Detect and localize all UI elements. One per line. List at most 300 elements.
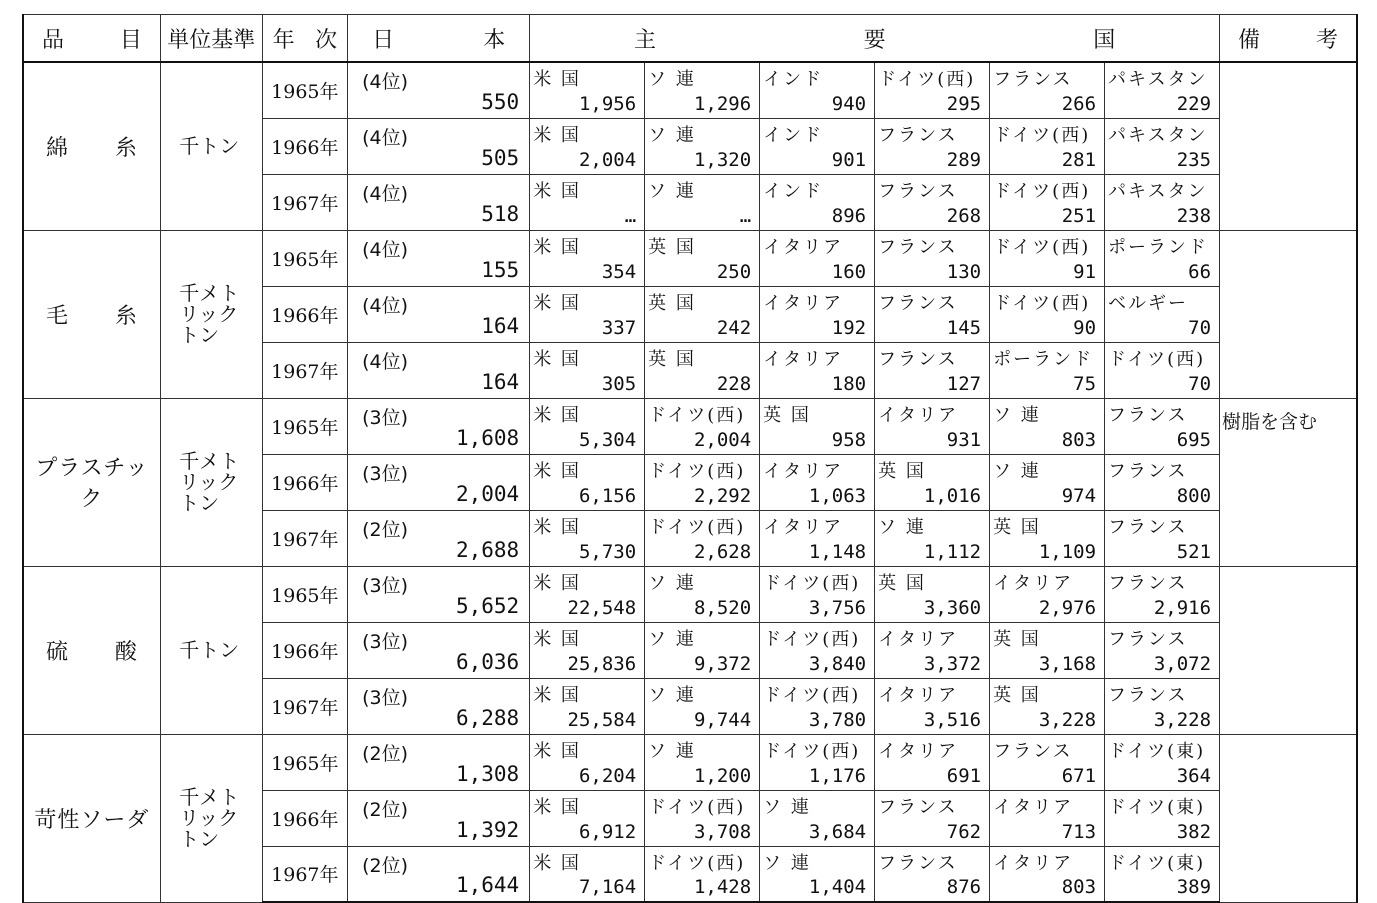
country-value: 364 <box>1176 764 1212 787</box>
japan-rank: (3位) <box>362 462 408 485</box>
country-name: ドイツ(西) <box>763 740 861 762</box>
header-note: 備 考 <box>1220 15 1357 63</box>
country-name: ドイツ(西) <box>648 516 746 538</box>
country-name: ドイツ(西) <box>993 124 1091 146</box>
country-name: ドイツ(西) <box>993 292 1091 314</box>
year-cell: 1967年 <box>262 678 347 734</box>
japan-cell <box>348 622 530 678</box>
country-value: 896 <box>831 204 867 227</box>
country-name: インド <box>763 69 824 90</box>
country-cell <box>760 398 875 454</box>
country-name: 米 国 <box>533 236 581 258</box>
country-cell <box>530 118 645 174</box>
country-value: 3,756 <box>808 596 867 619</box>
country-cell <box>1105 622 1220 678</box>
country-value: 1,200 <box>693 764 752 787</box>
country-value: … <box>739 204 752 227</box>
country-value: 3,840 <box>808 652 867 675</box>
country-name: 米 国 <box>533 852 581 874</box>
country-name: イタリア <box>878 404 959 426</box>
country-value: 91 <box>1073 260 1097 283</box>
japan-value: 2,004 <box>455 481 520 506</box>
country-cell <box>990 734 1105 790</box>
japan-cell <box>348 510 530 566</box>
japan-rank: (3位) <box>362 406 408 429</box>
country-cell <box>875 62 990 118</box>
country-value: 1,956 <box>578 92 637 115</box>
country-value: 389 <box>1176 876 1212 898</box>
country-value: 66 <box>1188 260 1212 283</box>
country-cell <box>530 342 645 398</box>
country-cell <box>760 622 875 678</box>
table-row <box>23 62 1357 118</box>
country-value: 713 <box>1061 820 1097 843</box>
country-name: ソ 連 <box>648 628 696 650</box>
country-value: 2,004 <box>578 148 637 171</box>
country-name: ドイツ(東) <box>1108 852 1206 874</box>
country-name: ドイツ(西) <box>993 236 1091 258</box>
country-cell <box>760 62 875 118</box>
year-cell: 1965年 <box>262 230 347 286</box>
country-value: 3,168 <box>1038 652 1097 675</box>
country-name: フランス <box>1108 516 1188 538</box>
japan-value: 550 <box>481 89 520 114</box>
country-name: イタリア <box>763 516 844 538</box>
country-value: 228 <box>716 372 752 395</box>
country-cell <box>645 790 760 846</box>
country-cell <box>875 734 990 790</box>
country-value: 1,296 <box>693 92 752 115</box>
country-cell <box>530 790 645 846</box>
country-cell <box>875 566 990 622</box>
item-name: 毛 糸 <box>23 230 160 398</box>
country-cell <box>760 230 875 286</box>
country-name: ソ 連 <box>648 684 696 706</box>
country-cell <box>760 846 875 902</box>
year-cell: 1965年 <box>262 566 347 622</box>
country-cell <box>1105 566 1220 622</box>
country-name: 米 国 <box>533 628 581 650</box>
country-value: 1,176 <box>808 764 867 787</box>
country-name: ソ 連 <box>648 180 696 202</box>
country-cell <box>875 846 990 902</box>
country-cell <box>760 790 875 846</box>
country-value: 1,320 <box>693 148 752 171</box>
year-cell: 1967年 <box>262 174 347 230</box>
country-name: ドイツ(西) <box>878 69 976 90</box>
country-cell <box>760 510 875 566</box>
country-name: 英 国 <box>648 236 696 258</box>
country-cell <box>645 118 760 174</box>
country-name: ソ 連 <box>993 460 1041 482</box>
country-cell <box>990 510 1105 566</box>
country-value: 1,112 <box>923 540 982 563</box>
country-name: ドイツ(西) <box>763 572 861 594</box>
country-name: イタリア <box>763 292 844 314</box>
country-name: 英 国 <box>648 292 696 314</box>
note-cell <box>1220 566 1357 734</box>
country-cell <box>645 174 760 230</box>
country-value: 5,304 <box>578 428 637 451</box>
country-cell <box>990 622 1105 678</box>
country-cell <box>875 510 990 566</box>
country-value: 2,004 <box>693 428 752 451</box>
country-cell <box>645 454 760 510</box>
country-value: 3,360 <box>923 596 982 619</box>
country-cell <box>530 398 645 454</box>
country-value: 3,708 <box>693 820 752 843</box>
year-cell: 1965年 <box>262 734 347 790</box>
country-value: 940 <box>831 92 867 115</box>
country-value: 3,228 <box>1153 708 1212 731</box>
country-name: フランス <box>878 180 958 202</box>
country-cell <box>875 398 990 454</box>
country-name: イタリア <box>878 740 959 762</box>
country-cell <box>875 230 990 286</box>
country-cell <box>645 678 760 734</box>
country-name: 米 国 <box>533 292 581 314</box>
country-value: 25,584 <box>567 708 637 731</box>
country-cell <box>875 286 990 342</box>
japan-cell <box>348 454 530 510</box>
japan-cell <box>348 566 530 622</box>
country-name: フランス <box>1108 460 1188 482</box>
country-name: イタリア <box>993 572 1074 594</box>
country-name: ポーランド <box>993 348 1094 370</box>
country-value: 1,016 <box>923 484 982 507</box>
country-cell <box>530 62 645 118</box>
country-cell <box>645 566 760 622</box>
note-cell <box>1220 734 1357 902</box>
japan-value: 518 <box>481 201 520 226</box>
country-cell <box>875 118 990 174</box>
japan-rank: (3位) <box>362 574 408 597</box>
header-japan: 日 本 <box>348 15 530 63</box>
country-name: 英 国 <box>993 516 1041 538</box>
country-value: 8,520 <box>693 596 752 619</box>
country-name: 英 国 <box>993 684 1041 706</box>
country-name: 米 国 <box>533 69 581 90</box>
note-cell <box>1220 230 1357 398</box>
country-value: 180 <box>831 372 867 395</box>
note-cell <box>1220 62 1357 230</box>
country-cell <box>990 174 1105 230</box>
japan-value: 505 <box>481 145 520 170</box>
country-name: ドイツ(西) <box>648 852 746 874</box>
country-value: 251 <box>1061 204 1097 227</box>
country-value: 75 <box>1073 372 1097 395</box>
country-cell <box>760 566 875 622</box>
japan-value: 5,652 <box>455 593 520 618</box>
country-name: ドイツ(東) <box>1108 796 1206 818</box>
country-cell <box>645 510 760 566</box>
country-cell <box>760 454 875 510</box>
country-name: ドイツ(西) <box>648 404 746 426</box>
country-value: 145 <box>946 316 982 339</box>
country-cell <box>645 734 760 790</box>
unit-basis: 千トン <box>160 62 262 230</box>
japan-cell <box>348 62 530 118</box>
country-value: 22,548 <box>567 596 637 619</box>
country-name: 米 国 <box>533 684 581 706</box>
japan-value: 1,308 <box>455 761 520 786</box>
country-value: 3,372 <box>923 652 982 675</box>
country-cell <box>530 846 645 902</box>
country-value: 90 <box>1073 316 1097 339</box>
country-name: イタリア <box>993 852 1074 874</box>
country-cell <box>760 342 875 398</box>
japan-cell <box>348 734 530 790</box>
country-value: 6,912 <box>578 820 637 843</box>
country-name: パキスタン <box>1108 69 1208 90</box>
country-cell <box>530 510 645 566</box>
country-name: フランス <box>1108 684 1188 706</box>
header-main-countries: 主 要 国 <box>530 15 1220 63</box>
country-name: イタリア <box>878 628 959 650</box>
country-cell <box>875 678 990 734</box>
country-cell <box>1105 454 1220 510</box>
country-name: フランス <box>878 796 958 818</box>
country-value: 521 <box>1176 540 1212 563</box>
country-name: ソ 連 <box>648 740 696 762</box>
table-body <box>23 62 1357 902</box>
country-value: 695 <box>1176 428 1212 451</box>
country-cell <box>760 286 875 342</box>
country-name: 米 国 <box>533 516 581 538</box>
country-cell <box>530 286 645 342</box>
japan-rank: (4位) <box>362 126 408 149</box>
country-name: ソ 連 <box>993 404 1041 426</box>
japan-value: 6,036 <box>455 649 520 674</box>
country-name: イタリア <box>763 460 844 482</box>
country-name: ドイツ(西) <box>648 796 746 818</box>
country-value: 800 <box>1176 484 1212 507</box>
unit-basis: 千メト リック トン <box>160 230 262 398</box>
country-name: インド <box>763 124 824 146</box>
country-cell <box>645 230 760 286</box>
country-name: フランス <box>878 348 958 370</box>
country-name: 米 国 <box>533 180 581 202</box>
country-cell <box>1105 286 1220 342</box>
country-cell <box>1105 118 1220 174</box>
country-value: 803 <box>1061 428 1097 451</box>
country-value: 931 <box>946 428 982 451</box>
country-value: 6,156 <box>578 484 637 507</box>
japan-rank: (2位) <box>362 854 408 877</box>
japan-value: 1,608 <box>455 425 520 450</box>
country-name: 英 国 <box>878 572 926 594</box>
japan-rank: (4位) <box>362 350 408 373</box>
japan-value: 155 <box>481 257 520 282</box>
country-value: 266 <box>1061 92 1097 115</box>
country-name: 米 国 <box>533 740 581 762</box>
country-name: フランス <box>993 69 1073 90</box>
country-name: 米 国 <box>533 124 581 146</box>
country-name: ドイツ(西) <box>763 628 861 650</box>
country-value: 2,292 <box>693 484 752 507</box>
country-cell <box>1105 342 1220 398</box>
country-cell <box>990 342 1105 398</box>
country-name: 米 国 <box>533 348 581 370</box>
country-name: フランス <box>878 852 958 874</box>
country-name: ソ 連 <box>878 516 926 538</box>
country-value: 1,109 <box>1038 540 1097 563</box>
japan-rank: (4位) <box>362 71 408 93</box>
header-row <box>23 15 1357 63</box>
country-value: 1,404 <box>808 876 867 898</box>
country-value: 671 <box>1061 764 1097 787</box>
country-value: 958 <box>831 428 867 451</box>
country-name: フランス <box>878 236 958 258</box>
japan-cell <box>348 398 530 454</box>
country-value: 803 <box>1061 876 1097 898</box>
japan-cell <box>348 174 530 230</box>
country-name: パキスタン <box>1108 180 1208 202</box>
country-value: 3,228 <box>1038 708 1097 731</box>
year-cell: 1966年 <box>262 622 347 678</box>
country-value: 2,916 <box>1153 596 1212 619</box>
country-value: 70 <box>1188 372 1212 395</box>
year-cell: 1967年 <box>262 510 347 566</box>
country-cell <box>530 734 645 790</box>
japan-cell <box>348 678 530 734</box>
country-name: ソ 連 <box>763 852 811 874</box>
country-value: 238 <box>1176 204 1212 227</box>
item-name: 硫 酸 <box>23 566 160 734</box>
japan-rank: (4位) <box>362 182 408 205</box>
country-cell <box>1105 398 1220 454</box>
country-value: 974 <box>1061 484 1097 507</box>
country-value: 242 <box>716 316 752 339</box>
country-value: 70 <box>1188 316 1212 339</box>
country-cell <box>760 678 875 734</box>
country-cell <box>990 790 1105 846</box>
country-cell <box>990 398 1105 454</box>
japan-rank: (4位) <box>362 238 408 261</box>
japan-cell <box>348 230 530 286</box>
japan-rank: (2位) <box>362 742 408 765</box>
country-value: 268 <box>946 204 982 227</box>
country-name: パキスタン <box>1108 124 1208 146</box>
country-value: 127 <box>946 372 982 395</box>
country-value: 7,164 <box>578 876 637 898</box>
country-cell <box>1105 62 1220 118</box>
country-cell <box>530 174 645 230</box>
japan-rank: (3位) <box>362 686 408 709</box>
country-value: 901 <box>831 148 867 171</box>
country-name: 米 国 <box>533 796 581 818</box>
country-name: ポーランド <box>1108 236 1209 258</box>
country-cell <box>875 454 990 510</box>
country-name: フランス <box>1108 628 1188 650</box>
japan-value: 164 <box>481 313 520 338</box>
country-name: フランス <box>878 292 958 314</box>
japan-cell <box>348 286 530 342</box>
country-value: 192 <box>831 316 867 339</box>
unit-basis: 千メト リック トン <box>160 734 262 902</box>
item-name: 苛性ソーダ <box>23 734 160 902</box>
country-name: イタリア <box>878 684 959 706</box>
year-cell: 1965年 <box>262 62 347 118</box>
country-value: … <box>624 204 637 227</box>
header-year: 年 次 <box>262 15 347 63</box>
country-cell <box>990 846 1105 902</box>
country-value: 876 <box>946 876 982 898</box>
country-name: ドイツ(西) <box>763 684 861 706</box>
country-value: 3,780 <box>808 708 867 731</box>
year-cell: 1966年 <box>262 286 347 342</box>
country-name: フランス <box>993 740 1073 762</box>
country-value: 2,976 <box>1038 596 1097 619</box>
country-cell <box>1105 510 1220 566</box>
country-value: 762 <box>946 820 982 843</box>
unit-basis: 千トン <box>160 566 262 734</box>
japan-rank: (3位) <box>362 630 408 653</box>
year-cell: 1966年 <box>262 454 347 510</box>
country-value: 691 <box>946 764 982 787</box>
country-name: ソ 連 <box>648 124 696 146</box>
country-value: 3,684 <box>808 820 867 843</box>
country-name: イタリア <box>993 796 1074 818</box>
country-cell <box>990 566 1105 622</box>
year-cell: 1966年 <box>262 790 347 846</box>
japan-cell <box>348 118 530 174</box>
year-cell: 1967年 <box>262 846 347 902</box>
country-name: ソ 連 <box>648 572 696 594</box>
country-cell <box>760 118 875 174</box>
country-cell <box>990 118 1105 174</box>
table-row <box>23 734 1357 790</box>
country-name: 米 国 <box>533 572 581 594</box>
country-cell <box>1105 790 1220 846</box>
country-name: インド <box>763 180 824 202</box>
country-value: 229 <box>1176 92 1212 115</box>
country-cell <box>530 454 645 510</box>
year-cell: 1966年 <box>262 118 347 174</box>
country-cell <box>530 230 645 286</box>
country-value: 235 <box>1176 148 1212 171</box>
year-cell: 1965年 <box>262 398 347 454</box>
country-cell <box>990 286 1105 342</box>
country-cell <box>990 62 1105 118</box>
country-name: ソ 連 <box>648 69 696 90</box>
production-table <box>22 14 1358 903</box>
country-name: イタリア <box>763 236 844 258</box>
note-cell: 樹脂を含む <box>1220 398 1357 566</box>
japan-value: 2,688 <box>455 537 520 562</box>
country-cell <box>645 62 760 118</box>
table-row <box>23 398 1357 454</box>
country-name: ドイツ(西) <box>648 460 746 482</box>
country-name: フランス <box>878 124 958 146</box>
unit-basis: 千メト リック トン <box>160 398 262 566</box>
japan-value: 1,392 <box>455 817 520 842</box>
japan-rank: (2位) <box>362 518 408 541</box>
header-item: 品 目 <box>23 15 160 63</box>
country-name: 英 国 <box>878 460 926 482</box>
country-value: 305 <box>601 372 637 395</box>
country-value: 1,148 <box>808 540 867 563</box>
country-cell <box>875 622 990 678</box>
country-name: フランス <box>1108 572 1188 594</box>
country-cell <box>990 230 1105 286</box>
japan-cell <box>348 342 530 398</box>
item-name: プラスチック <box>23 398 160 566</box>
country-name: ドイツ(西) <box>993 180 1091 202</box>
country-cell <box>530 566 645 622</box>
country-name: ソ 連 <box>763 796 811 818</box>
country-value: 3,516 <box>923 708 982 731</box>
